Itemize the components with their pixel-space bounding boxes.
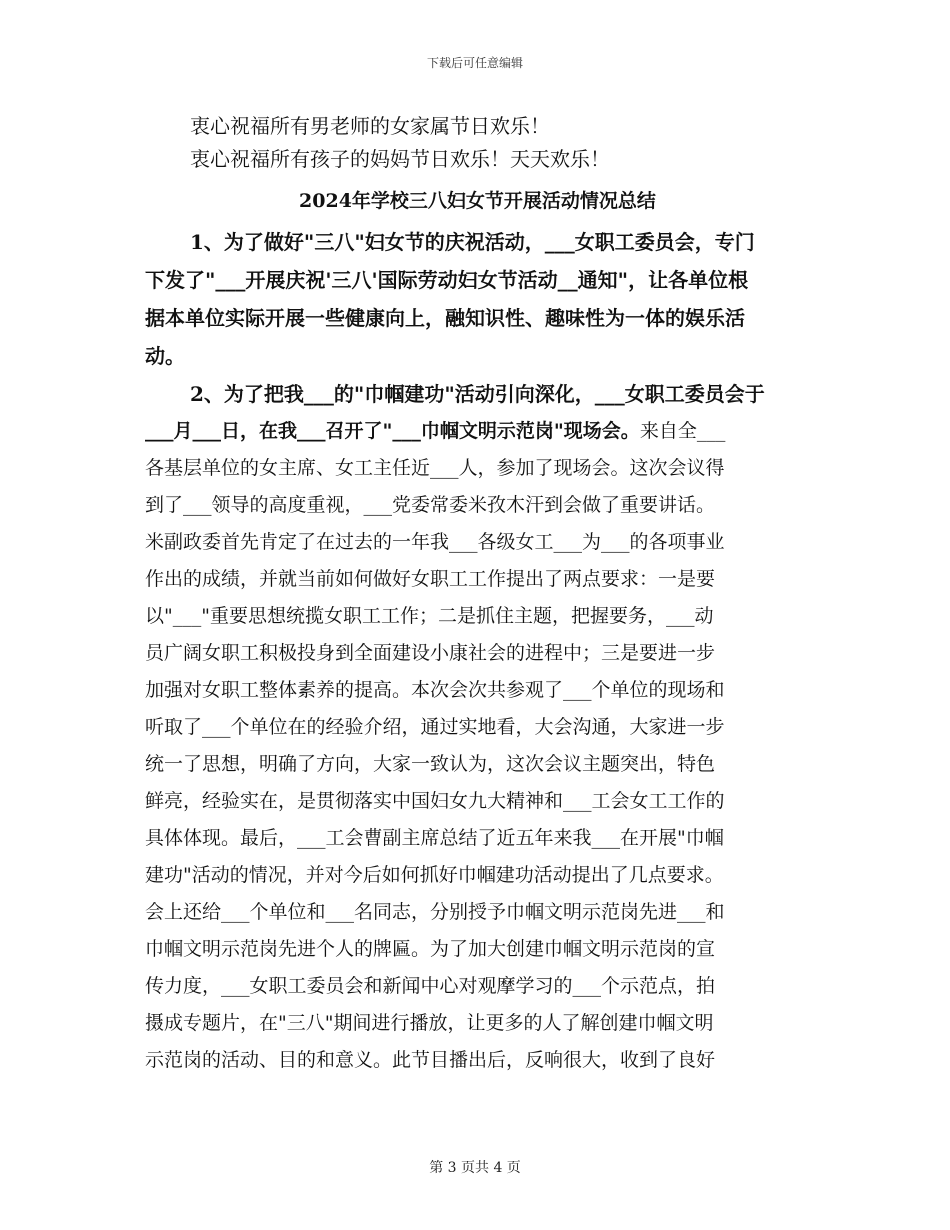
paragraph-2-line: 员广阔女职工积极投身到全面建设小康社会的进程中；三是要进一步 [145, 642, 716, 664]
paragraph-2-line: 传力度，___女职工委员会和新闻中心对观摩学习的___个示范点，拍 [145, 975, 716, 997]
paragraph-2-line: 各基层单位的女主席、女工主任近___人，参加了现场会。这次会议得 [145, 457, 725, 479]
paragraph-2-normal-fragment: 来自全___ [639, 420, 726, 442]
paragraph-2-line: 统一了思想，明确了方向，大家一致认为，这次会议主题突出，特色 [145, 753, 716, 775]
paragraph-2-line: 摄成专题片，在"三八"期间进行播放，让更多的人了解创建巾帼文明 [145, 1012, 714, 1034]
paragraph-2-line: 鲜亮，经验实在，是贯彻落实中国妇女九大精神和___工会女工工作的 [145, 790, 725, 812]
paragraph-2-line: 巾帼文明示范岗先进个人的牌匾。为了加大创建巾帼文明示范岗的宣 [145, 938, 716, 960]
paragraph-2-line [145, 413, 810, 450]
document-body [145, 110, 810, 1079]
greeting-line: 衷心祝福所有男老师的女家属节日欢乐！ [190, 114, 550, 138]
paragraph-1-line: 据本单位实际开展一些健康向上，融知识性、趣味性为一体的娱乐活 [145, 306, 745, 330]
paragraph-2-line: 2、为了把我___的"巾帼建功"活动引向深化，___女职工委员会于 [190, 382, 765, 406]
page-header: 下载后可任意编辑 [426, 56, 523, 70]
paragraph-2-line: 具体体现。最后，___工会曹副主席总结了近五年来我___在开展"巾帼 [145, 827, 724, 849]
paragraph-2-line: 加强对女职工整体素养的提高。本次会次共参观了___个单位的现场和 [145, 679, 725, 701]
paragraph-2-line: 建功"活动的情况，并对今后如何抓好巾帼建功活动提出了几点要求。 [145, 864, 724, 886]
paragraph-2-line: 示范岗的活动、目的和意义。此节目播出后，反响很大，收到了良好 [145, 1049, 716, 1071]
paragraph-2-line: 米副政委首先肯定了在过去的一年我___各级女工___为___的各项事业 [145, 531, 725, 553]
paragraph-2-line: 作出的成绩，并就当前如何做好女职工工作提出了两点要求：一是要 [145, 568, 716, 590]
paragraph-2-line: 会上还给___个单位和___名同志，分别授予巾帼文明示范岗先进___和 [145, 901, 725, 923]
paragraph-2-line: 到了___领导的高度重视，___党委常委米孜木汗到会做了重要讲话。 [145, 494, 716, 516]
greeting-line: 衷心祝福所有孩子的妈妈节日欢乐！天天欢乐！ [190, 147, 610, 171]
paragraph-1-line: 下发了"___开展庆祝'三八'国际劳动妇女节活动__通知"，让各单位根 [145, 268, 749, 292]
paragraph-1-line: 动。 [145, 344, 185, 368]
paragraph-2-line: 听取了___个单位在的经验介绍，通过实地看，大会沟通，大家进一步 [145, 716, 725, 738]
paragraph-2-bold-fragment: ___月___日，在我___召开了"___巾帼文明示范岗"现场会。 [145, 420, 640, 442]
document-title: 2024年学校三八妇女节开展活动情况总结 [299, 190, 656, 212]
paragraph-1-line: 1、为了做好"三八"妇女节的庆祝活动，___女职工委员会，专门 [190, 230, 755, 254]
paragraph-2-line: 以"___"重要思想统揽女职工工作；二是抓住主题，把握要务，___动 [145, 605, 714, 627]
page-footer: 第 3 页共 4 页 [429, 1160, 521, 1176]
